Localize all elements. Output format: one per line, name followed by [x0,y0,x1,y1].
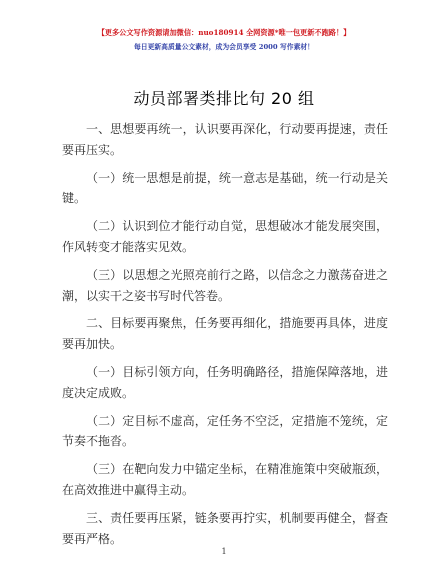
document-title: 动员部署类排比句 20 组 [133,89,315,108]
paragraph: 二、目标要再聚焦，任务要再细化，措施要再具体，进度要再加快。 [62,316,388,352]
paragraph: （三）在靶向发力中锚定坐标，在精准施策中突破瓶颈，在高效推进中赢得主动。 [62,462,388,497]
paragraph: （一）统一思想是前提，统一意志是基础，统一行动是关键。 [62,170,388,206]
promo-header-line: 【更多公文写作资源请加微信：nuo180914 全网资源*唯一包更新不跑路！】 [97,28,351,37]
paragraph: （二）定目标不虚高，定任务不空泛，定措施不笼统，定节奏不拖沓。 [62,413,388,449]
paragraph: 一、思想要再统一，认识要再深化，行动要再提速，责任要再压实。 [62,122,388,157]
page-number: 1 [221,547,227,556]
paragraph: （二）认识到位才能行动自觉，思想破冰才能发展突围，作风转变才能落实见效。 [62,219,388,254]
paragraph: （一）目标引领方向，任务明确路径，措施保障落地，进度决定成败。 [62,364,388,400]
paragraph: 三、责任要再压紧，链条要再拧实，机制要再健全，督查要再严格。 [62,510,388,546]
document-body [62,119,388,556]
promo-subheader-line: 每日更新高质量公文素材，成为会员享受 2000 写作素材！ [134,43,314,51]
paragraph: （三）以思想之光照亮前行之路，以信念之力激荡奋进之潮，以实干之姿书写时代答卷。 [62,267,388,303]
